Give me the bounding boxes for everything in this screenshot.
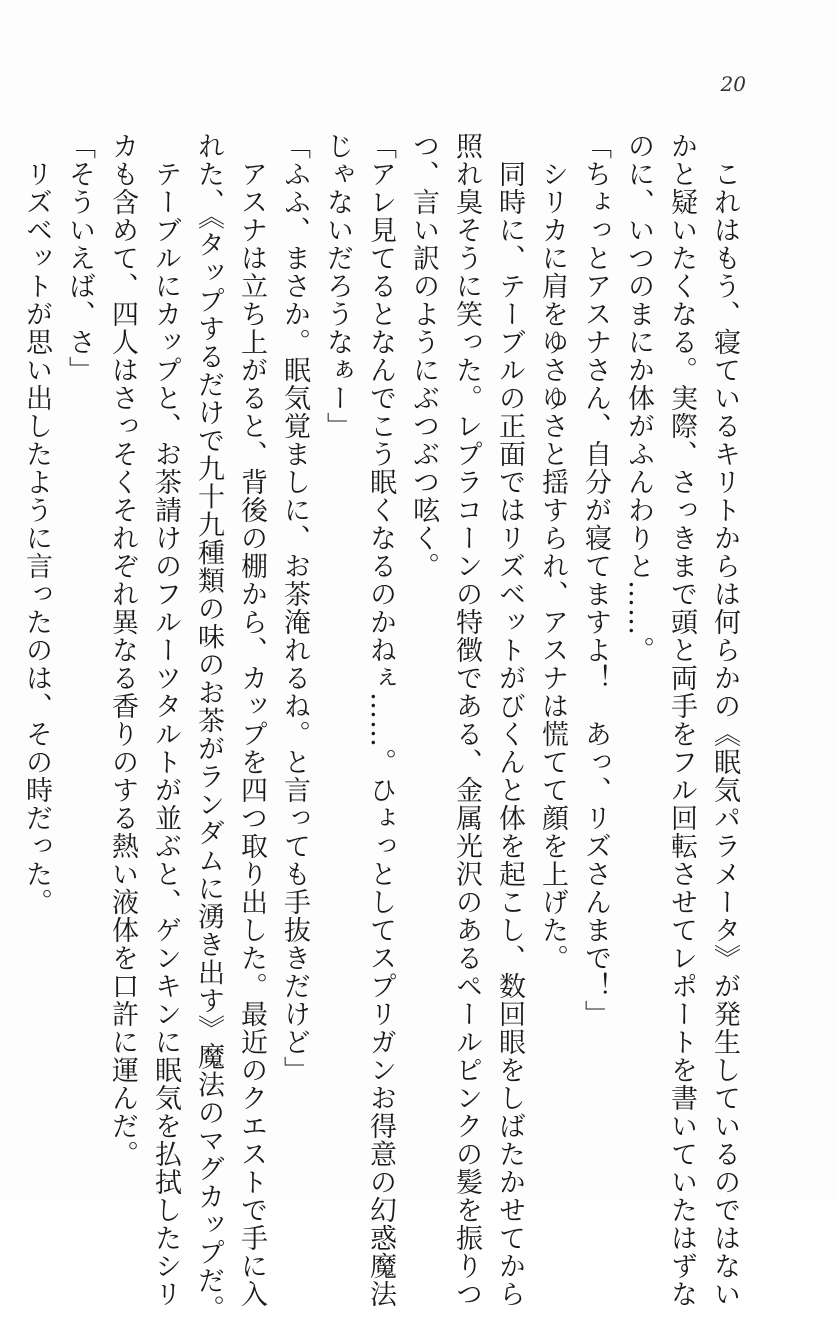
text-line: 照れ臭そうに笑った。レプラコーンの特徴である、金属光沢のあるペールピンクの髪を振りつ	[451, 132, 482, 1308]
text-line: リズベットが思い出したように言ったのは、その時だった。	[21, 132, 52, 916]
body-text	[21, 132, 746, 1323]
text-line: カも含めて、四人はさっそくそれぞれ異なる香りのする熱い液体を口許に運んだ。	[107, 132, 138, 1168]
text-line: アスナは立ち上がると、背後の棚から、カップを四つ取り出した。最近のクエストで手に入	[236, 132, 267, 1308]
text-line: れた、《タップするだけで九十九種類の味のお茶がランダムに湧き出す》魔法のマグカップだ。	[193, 132, 224, 1323]
text-line: じゃないだろうなぁー」	[322, 132, 353, 440]
text-line: これはもう、寝ているキリトからは何らかの《眠気パラメータ》が発生しているのではない	[709, 132, 740, 1308]
text-line: のに、いつのまにか体がふんわりと……。	[623, 132, 654, 664]
text-line: かと疑いたくなる。実際、さっきまで頭と両手をフル回転させてレポートを書いていたはずな	[666, 132, 697, 1308]
text-line: 同時に、テーブルの正面ではリズベットがびくんと体を起こし、数回眼をしばたかせてから	[494, 132, 525, 1308]
text-line: 「アレ見てるとなんでこう眠くなるのかねぇ……。ひょっとしてスプリガンお得意の幻惑魔法	[365, 132, 396, 1308]
text-line: シリカに肩をゆさゆさと揺すられ、アスナは慌てて顔を上げた。	[537, 132, 568, 972]
text-line: 「そういえば、さ」	[64, 132, 95, 384]
text-line: 「ふふ、まさか。眠気覚ましに、お茶淹れるね。と言っても手抜きだけど」	[279, 132, 310, 1084]
page-number: 20	[720, 72, 746, 96]
text-line: つ、言い訳のようにぶつぶつ呟く。	[408, 132, 439, 580]
text-line: 「ちょっとアスナさん、自分が寝てますよ！ あっ、リズさんまで！」	[580, 132, 611, 1028]
text-line: テーブルにカップと、お茶請けのフルーツタルトが並ぶと、ゲンキンに眠気を払拭したシリ	[150, 132, 181, 1308]
